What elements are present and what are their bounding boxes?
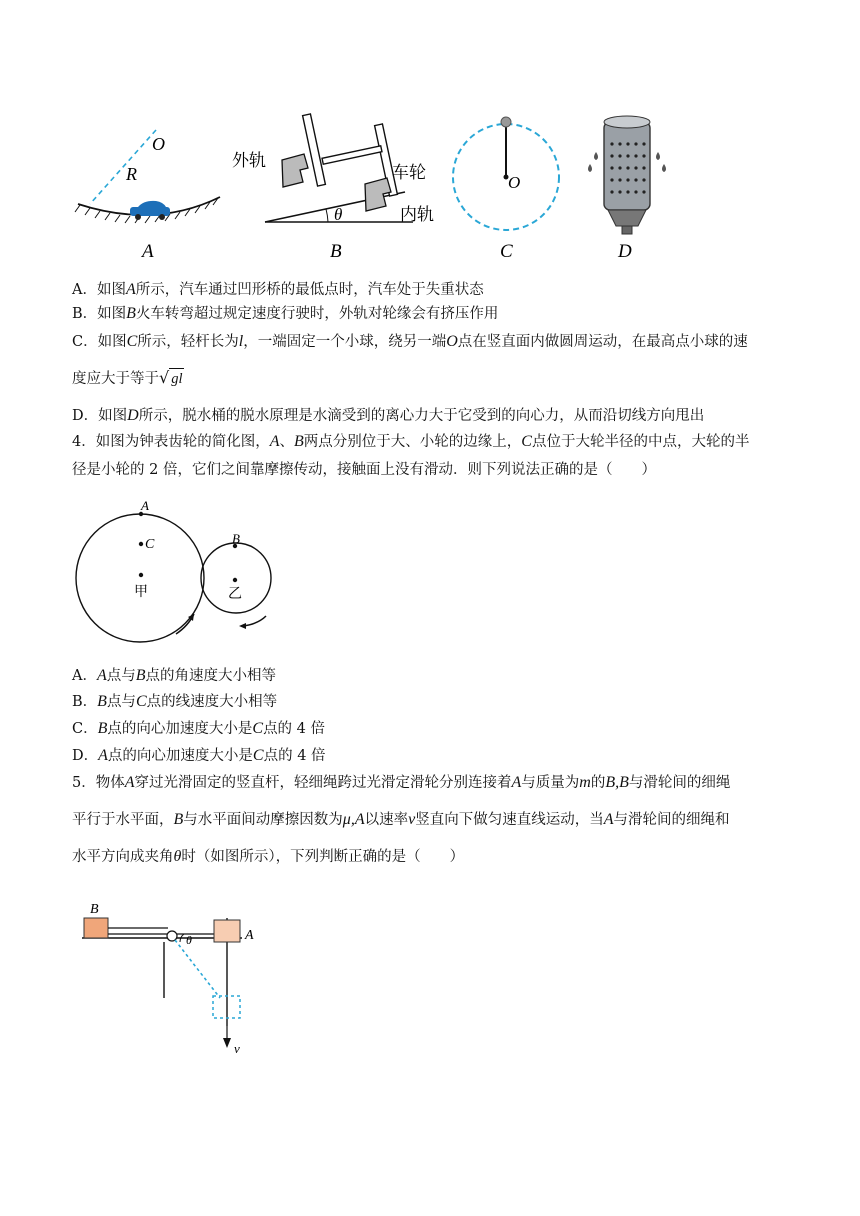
q3-a-prefix: A．如图 bbox=[72, 282, 126, 298]
q3-d-fig: D bbox=[127, 407, 139, 424]
q5-a3: A bbox=[603, 811, 614, 828]
label-o-c: O bbox=[508, 173, 521, 192]
q4-opt-b-t2: 点的线速度大小相等 bbox=[146, 694, 278, 710]
q5-l1a: 5．物体 bbox=[72, 775, 125, 791]
q5-fig-label-theta: θ bbox=[186, 933, 192, 947]
figure-d-spin-dryer bbox=[588, 116, 666, 262]
q5-l1e: 与滑轮间的细绳 bbox=[628, 775, 731, 791]
q5-stem-line1 bbox=[72, 773, 730, 793]
q4-opt-b-t1: 点与 bbox=[106, 694, 136, 710]
q4-fig-big-wheel: 甲 bbox=[134, 585, 148, 600]
q4-opt-a-p2: B bbox=[135, 667, 146, 684]
q3-d-text: 所示，脱水桶的脱水原理是水滴受到的离心力大于它受到的向心力，从而沿切线方向甩出 bbox=[138, 408, 705, 424]
q4-opt-d-t1: 点的向心加速度大小是 bbox=[107, 748, 253, 764]
q3-option-c bbox=[72, 332, 748, 352]
q4-fig-small-wheel: 乙 bbox=[228, 587, 242, 602]
caption-c: C bbox=[500, 241, 513, 262]
q4-opt-b-p1: B bbox=[97, 693, 107, 710]
q4-opt-b-p2: C bbox=[135, 693, 147, 710]
q4-option-d bbox=[72, 746, 326, 766]
figure-b-banked-track bbox=[232, 114, 434, 262]
q3-b-prefix: B．如图 bbox=[72, 306, 127, 322]
q3-c-text1: 所示，轻杆长为 bbox=[137, 334, 239, 350]
figure-c-circular-motion bbox=[453, 117, 559, 262]
caption-a: A bbox=[142, 241, 154, 262]
q4-fig-label-b: B bbox=[232, 531, 240, 546]
q5-a2: A bbox=[511, 774, 522, 791]
q4-opt-a-label: A． bbox=[72, 668, 97, 684]
q4-fig-label-c: C bbox=[145, 537, 155, 552]
label-o: O bbox=[152, 134, 165, 154]
q3-c-line2: 度应大于等于 bbox=[72, 371, 159, 387]
figure-row-q3 bbox=[60, 104, 690, 264]
q5-l1d: 的 bbox=[590, 775, 606, 791]
figure-q4-gears bbox=[68, 498, 288, 648]
q4-sep: 、 bbox=[279, 434, 295, 450]
q3-c-l: l bbox=[238, 333, 244, 350]
q5-l3a: 水平方向成夹角 bbox=[72, 849, 174, 865]
q4-opt-a-p1: A bbox=[96, 667, 107, 684]
q3-b-text: 火车转弯超过规定速度行驶时，外轨对轮缘会有挤压作用 bbox=[135, 306, 499, 322]
q4-opt-b-label: B． bbox=[72, 694, 98, 710]
q4-stem-line2 bbox=[72, 460, 656, 480]
q3-c-prefix: C．如图 bbox=[72, 334, 127, 350]
label-inner-rail: 内轨 bbox=[400, 205, 434, 224]
q4-opt-d-p2: C bbox=[252, 747, 264, 764]
q5-mu: μ,A bbox=[342, 811, 365, 828]
q4-stem-line1 bbox=[72, 432, 749, 452]
q5-stem-line3 bbox=[72, 847, 464, 867]
q4-l1c: 点位于大轮半径的中点，大轮的半 bbox=[531, 434, 750, 450]
q4-opt-c-p2: C bbox=[252, 720, 264, 737]
q4-opt-d-t2: 点的 4 倍 bbox=[263, 748, 326, 764]
q3-c-fig: C bbox=[126, 333, 138, 350]
q4-option-b bbox=[72, 692, 277, 712]
q5-l3b: 时（如图所示），下列判断正确的是（ ） bbox=[181, 849, 465, 865]
q4-opt-d-p1: A bbox=[98, 747, 108, 764]
q5-l2e: 与滑轮间的细绳和 bbox=[613, 812, 730, 828]
q5-fig-label-v: v bbox=[234, 1041, 240, 1056]
q4-b: B bbox=[294, 433, 304, 450]
q4-opt-c-t2: 点的 4 倍 bbox=[263, 721, 326, 737]
q3-a-fig: A bbox=[125, 281, 136, 298]
q4-opt-c-p1: B bbox=[97, 720, 108, 737]
q3-option-c-line2: 度应大于等于√ gl bbox=[72, 368, 183, 387]
label-outer-rail: 外轨 bbox=[232, 151, 266, 170]
q5-l1c: 与质量为 bbox=[521, 775, 580, 791]
q5-b: B bbox=[173, 811, 184, 828]
q5-l2b: 与水平面间动摩擦因数为 bbox=[183, 812, 343, 828]
q4-c: C bbox=[521, 433, 532, 450]
q5-v: v bbox=[408, 811, 416, 828]
q5-l1b: 穿过光滑固定的竖直杆，轻细绳跨过光滑定滑轮分别连接着 bbox=[134, 775, 512, 791]
q5-fig-label-b: B bbox=[90, 902, 99, 917]
q4-fig-label-a: A bbox=[141, 498, 149, 513]
q3-c-text2: ，一端固定一个小球，绕另一端 bbox=[243, 334, 447, 350]
q3-c-sqrt: gl bbox=[169, 368, 184, 389]
q5-theta: θ bbox=[173, 848, 182, 865]
q5-stem-line2 bbox=[72, 810, 729, 830]
caption-b: B bbox=[330, 241, 342, 262]
q4-opt-c-label: C． bbox=[72, 721, 98, 737]
q3-c-o: O bbox=[446, 333, 458, 350]
q4-option-a bbox=[72, 666, 276, 686]
q5-l2a: 平行于水平面， bbox=[72, 812, 174, 828]
label-wheel: 车轮 bbox=[392, 163, 426, 182]
q5-m: m bbox=[579, 774, 591, 791]
q3-b-fig: B bbox=[126, 305, 136, 322]
q4-l1b: 两点分别位于大、小轮的边缘上， bbox=[303, 434, 522, 450]
q5-a1: A bbox=[124, 774, 135, 791]
q3-option-d bbox=[72, 406, 704, 426]
q4-opt-a-t2: 点的角速度大小相等 bbox=[145, 668, 277, 684]
label-theta: θ bbox=[334, 205, 343, 224]
q3-d-prefix: D．如图 bbox=[72, 408, 128, 424]
q3-c-text3: 点在竖直面内做圆周运动，在最高点小球的速 bbox=[457, 334, 748, 350]
q4-option-c bbox=[72, 719, 325, 739]
car-icon bbox=[130, 201, 170, 220]
q3-option-b bbox=[72, 304, 498, 324]
figure-a-concave-bridge bbox=[75, 130, 220, 262]
q4-opt-a-t1: 点与 bbox=[106, 668, 136, 684]
q3-option-a bbox=[72, 280, 484, 300]
q4-opt-c-t1: 点的向心加速度大小是 bbox=[107, 721, 253, 737]
q5-l2c: 以速率 bbox=[364, 812, 409, 828]
q5-fig-label-a: A bbox=[245, 928, 254, 943]
q5-bb: B,B bbox=[605, 774, 629, 791]
figure-q5-pulley bbox=[72, 898, 272, 1058]
label-r: R bbox=[126, 164, 137, 184]
q4-l1a: 4．如图为钟表齿轮的简化图， bbox=[72, 434, 270, 450]
caption-d: D bbox=[618, 241, 632, 262]
q4-a: A bbox=[269, 433, 280, 450]
q5-l2d: 竖直向下做匀速直线运动，当 bbox=[415, 812, 604, 828]
q4-l2: 径是小轮的 2 倍，它们之间靠摩擦传动，接触面上没有滑动．则下列说法正确的是（ ） bbox=[72, 462, 656, 478]
q4-opt-d-label: D． bbox=[72, 748, 99, 764]
q3-a-text: 所示，汽车通过凹形桥的最低点时，汽车处于失重状态 bbox=[135, 282, 484, 298]
